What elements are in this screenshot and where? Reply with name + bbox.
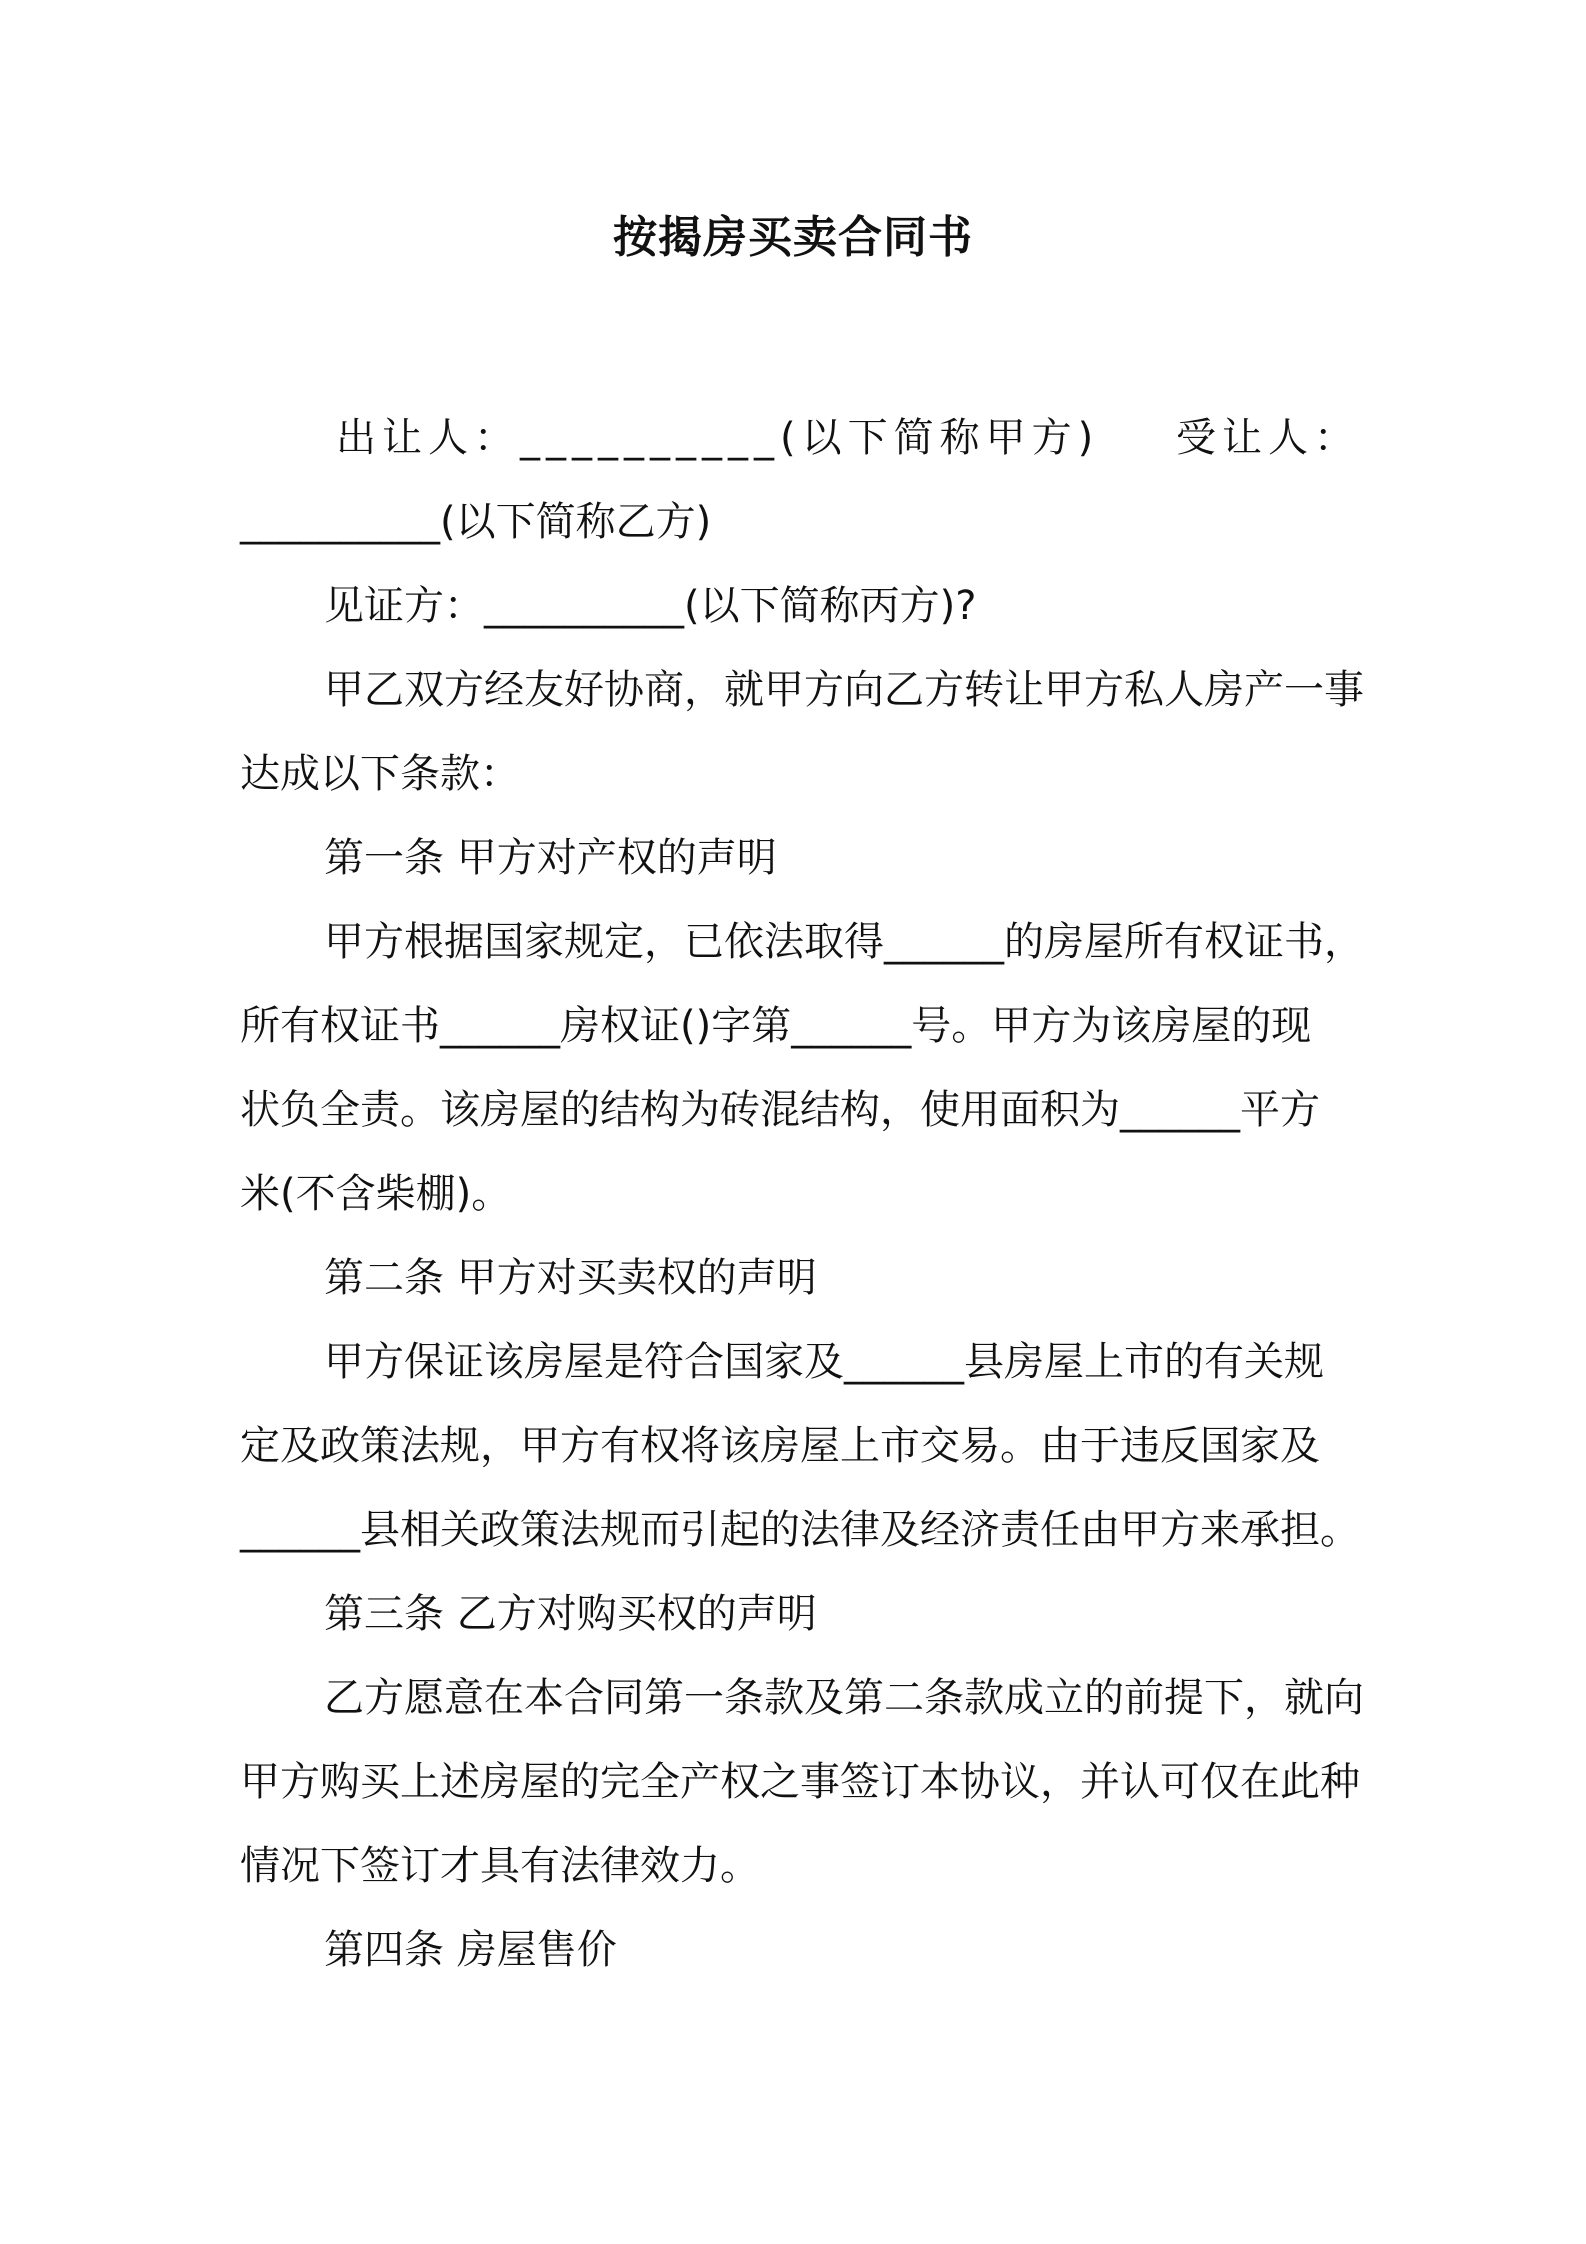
article-1-line-2: 所有权证书______房权证()字第______号。甲方为该房屋的现: [240, 1003, 1312, 1049]
article-1-line-1: 甲方根据国家规定，已依法取得______的房屋所有权证书，: [324, 919, 1364, 965]
document-title: 按揭房买卖合同书: [613, 212, 973, 263]
article-2-line-1: 甲方保证该房屋是符合国家及______县房屋上市的有关规: [324, 1339, 1324, 1385]
article-4-heading: 第四条 房屋售价: [324, 1927, 617, 1973]
article-2-heading: 第二条 甲方对买卖权的声明: [324, 1255, 817, 1301]
article-1-line-4: 米(不含柴棚)。: [240, 1171, 512, 1217]
article-2-line-3: ______县相关政策法规而引起的法律及经济责任由甲方来承担。: [240, 1507, 1360, 1553]
transferee-label: 受让人：: [1176, 415, 1360, 461]
transferee-line: __________(以下简称乙方): [240, 499, 712, 545]
preamble-line-2: 达成以下条款：: [240, 751, 520, 797]
article-3-line-2: 甲方购买上述房屋的完全产权之事签订本协议，并认可仅在此种: [240, 1759, 1360, 1805]
article-1-line-3: 状负全责。该房屋的结构为砖混结构，使用面积为______平方: [240, 1087, 1320, 1133]
article-3-heading: 第三条 乙方对购买权的声明: [324, 1591, 817, 1637]
preamble-line-1: 甲乙双方经友好协商，就甲方向乙方转让甲方私人房产一事: [324, 667, 1364, 713]
article-2-line-2: 定及政策法规，甲方有权将该房屋上市交易。由于违反国家及: [240, 1423, 1320, 1469]
article-3-line-3: 情况下签订才具有法律效力。: [240, 1843, 760, 1889]
article-3-line-1: 乙方愿意在本合同第一条款及第二条款成立的前提下，就向: [324, 1675, 1364, 1721]
article-1-heading: 第一条 甲方对产权的声明: [324, 835, 777, 881]
transferor-line: 出让人：__________(以下简称甲方): [336, 415, 1100, 461]
witness-line: 见证方：__________(以下简称丙方)?: [324, 583, 977, 629]
